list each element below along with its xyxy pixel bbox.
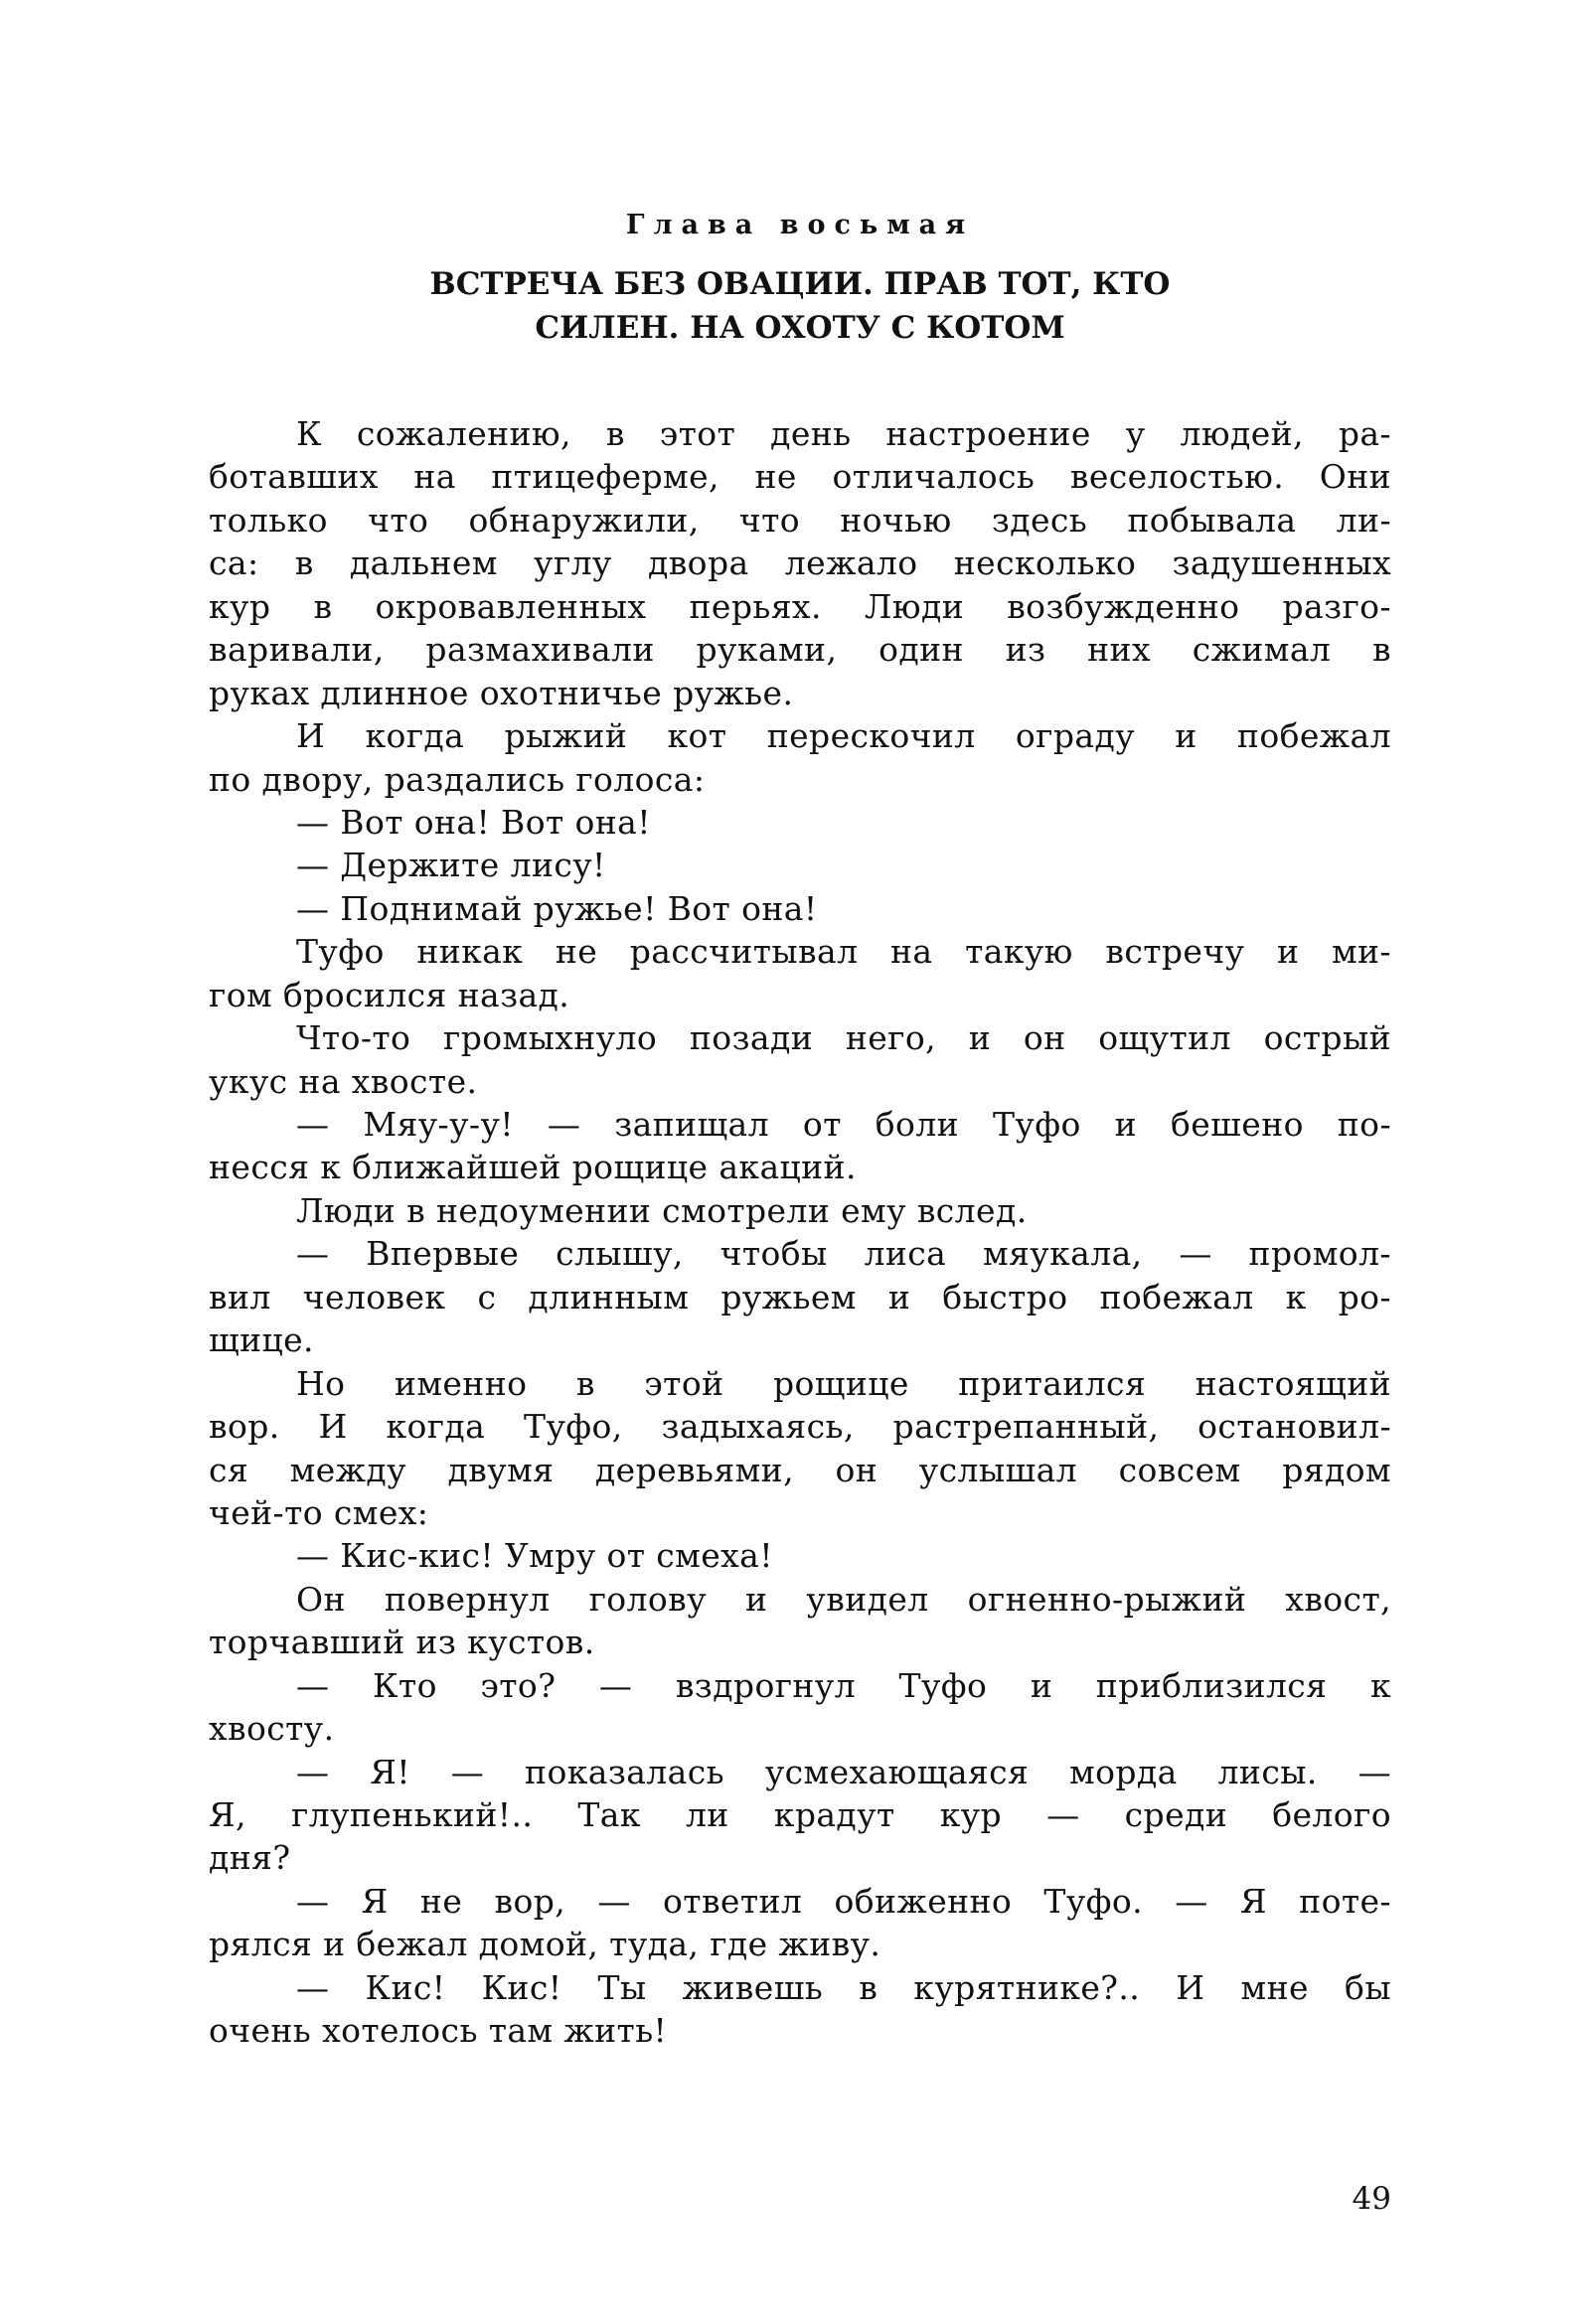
- text-line: — Я не вор, — ответил обиженно Туфо. — Я поте-: [296, 1881, 1391, 1921]
- text-line: Люди в недоумении смотрели ему вслед.: [296, 1190, 1028, 1230]
- chapter-title-line: ВСТРЕЧА БЕЗ ОВАЦИИ. ПРАВ ТОТ, КТО: [429, 266, 1171, 302]
- text-line: руках длинное охотничье ружье.: [209, 673, 794, 712]
- text-line: Он повернул голову и увидел огненно-рыжий хвост,: [296, 1579, 1391, 1619]
- text-line: хвосту.: [209, 1709, 335, 1749]
- text-line: — Держите лису!: [296, 846, 606, 885]
- text-line: кур в окровавленных перьях. Люди возбужденно разго-: [209, 586, 1391, 626]
- text-line: по двору, раздались голоса:: [209, 759, 706, 799]
- text-line: вил человек с длинным ружьем и быстро побежал к ро-: [209, 1277, 1391, 1317]
- text-line: — Кто это? — вздрогнул Туфо и приблизился к: [296, 1665, 1391, 1705]
- text-line: — Поднимай ружье! Вот она!: [296, 888, 818, 928]
- text-line: — Кис-кис! Умру от смеха!: [296, 1536, 773, 1576]
- text-line: только что обнаружили, что ночью здесь побывала ли-: [209, 500, 1391, 540]
- text-line: щице.: [209, 1320, 314, 1360]
- text-line: К сожалению, в этот день настроение у людей, ра-: [296, 414, 1391, 453]
- text-line: — Кис! Кис! Ты живешь в курятнике?.. И мне бы: [296, 1967, 1391, 2007]
- text-line: Туфо никак не рассчитывал на такую встречу и ми-: [296, 932, 1391, 972]
- text-line: ботавших на птицеферме, не отличалось веселостью. Они: [209, 457, 1391, 497]
- text-line: вор. И когда Туфо, задыхаясь, растрепанный, остановил-: [209, 1407, 1391, 1447]
- text-line: укус на хвосте.: [209, 1061, 478, 1101]
- text-line: варивали, размахивали руками, один из них сжимал в: [209, 630, 1391, 670]
- chapter-label: Глава восьмая: [625, 210, 975, 240]
- text-line: — Я! — показалась усмехающаяся морда лисы. —: [296, 1752, 1391, 1791]
- text-line: очень хотелось там жить!: [209, 2011, 668, 2051]
- text-line: ся между двумя деревьями, он услышал совсем рядом: [209, 1450, 1391, 1489]
- text-line: Я, глупенький!.. Так ли крадут кур — среди белого: [209, 1795, 1391, 1834]
- body-text: [209, 412, 1391, 2053]
- chapter-title: [209, 262, 1391, 350]
- text-line: несся к ближайшей рощице акаций.: [209, 1148, 857, 1187]
- page-number: 49: [1352, 2181, 1391, 2217]
- text-line: Но именно в этой рощице притаился настоящий: [296, 1363, 1391, 1403]
- text-line: — Впервые слышу, чтобы лиса мяукала, — промол-: [296, 1234, 1391, 1274]
- chapter-title-line: СИЛЕН. НА ОХОТУ С КОТОМ: [535, 310, 1065, 346]
- text-line: И когда рыжий кот перескочил ограду и побежал: [296, 716, 1391, 756]
- book-page: [209, 0, 1391, 2324]
- text-line: дня?: [209, 1838, 291, 1878]
- text-line: — Вот она! Вот она!: [296, 802, 651, 842]
- text-line: рялся и бежал домой, туда, где живу.: [209, 1925, 881, 1964]
- text-line: Что-то громыхнуло позади него, и он ощутил острый: [296, 1018, 1391, 1058]
- text-line: чей-то смех:: [209, 1492, 429, 1532]
- text-line: торчавший из кустов.: [209, 1623, 595, 1662]
- text-line: гом бросился назад.: [209, 975, 570, 1014]
- text-line: са: в дальнем углу двора лежало несколько задушенных: [209, 543, 1391, 583]
- text-line: — Мяу-у-у! — запищал от боли Туфо и бешено по-: [296, 1105, 1391, 1144]
